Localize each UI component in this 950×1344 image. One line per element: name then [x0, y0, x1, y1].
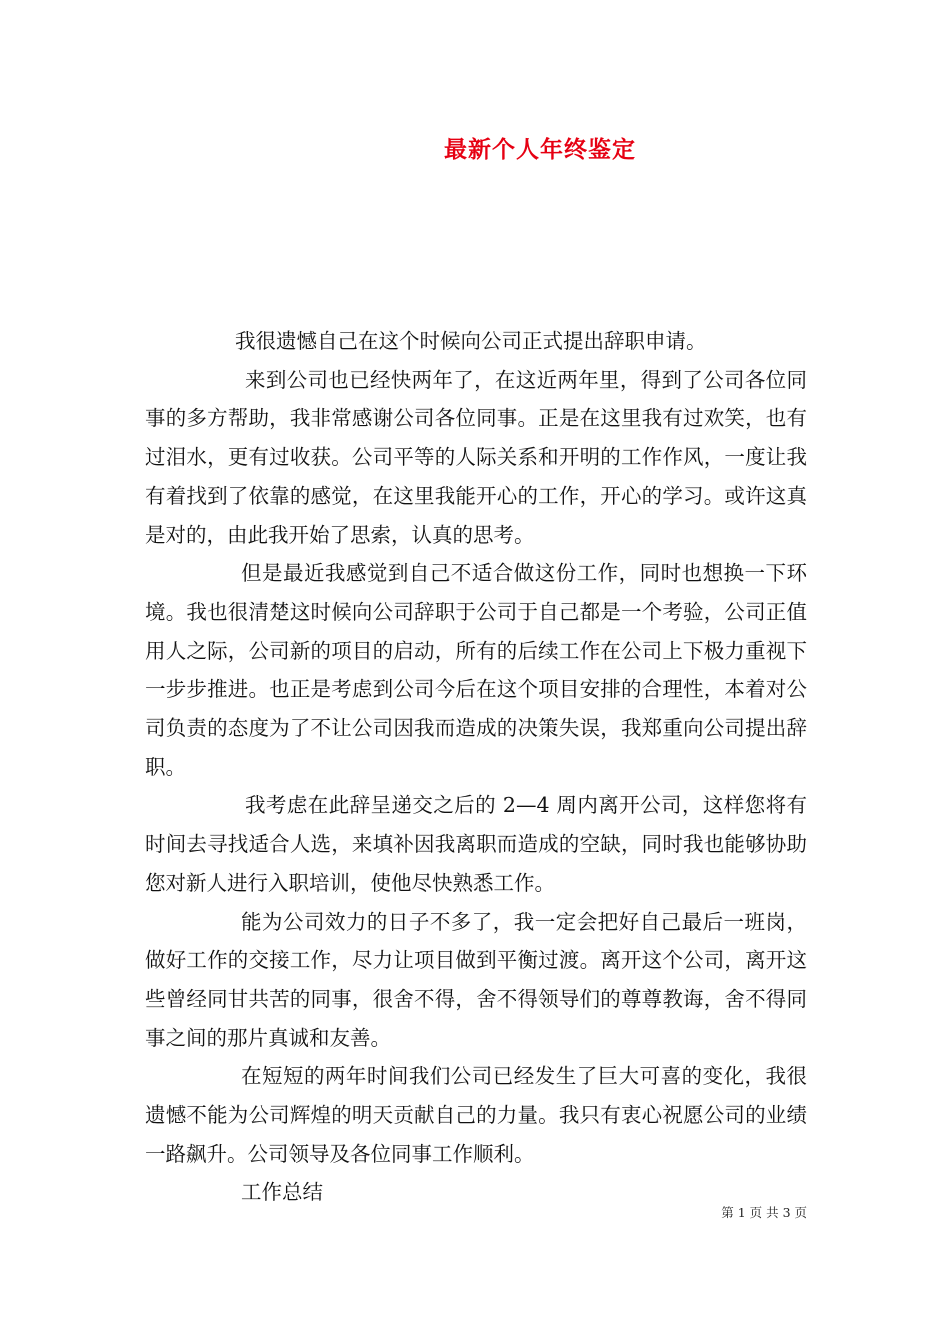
page-indicator: 第 1 页 共 3 页 — [721, 1205, 807, 1220]
paragraph-4: 我考虑在此辞呈递交之后的 2—4 周内离开公司，这样您将有时间去寻找适合人选，来填补因我离职而造成的空缺，同时我也能够协助您对新人进行入职培训，使他尽快熟悉工作。 — [145, 793, 807, 895]
paragraph-1: 我很遗憾自己在这个时候向公司正式提出辞职申请。 — [235, 329, 707, 353]
paragraph-5: 能为公司效力的日子不多了，我一定会把好自己最后一班岗，做好工作的交接工作，尽力让项目做到平衡过渡。离开这个公司，离开这些曾经同甘共苦的同事，很舍不得，舍不得领导们的尊尊教诲，舍不得同事之间的那片真诚和友善。 — [145, 909, 807, 1050]
document-body — [145, 322, 807, 1212]
paragraph-closing: 工作总结 — [241, 1180, 323, 1205]
paragraph-2: 来到公司也已经快两年了，在这近两年里，得到了公司各位同事的多方帮助，我非常感谢公司各位同事。正是在这里我有过欢笑，也有过泪水，更有过收获。公司平等的人际关系和开明的工作作风，一度让我有着找到了依靠的感觉，在这里我能开心的工作，开心的学习。或许这真是对的，由此我开始了思索，认真的思考。 — [145, 367, 807, 547]
paragraph-6: 在短短的两年时间我们公司已经发生了巨大可喜的变化，我很遗憾不能为公司辉煌的明天贡献自己的力量。我只有衷心祝愿公司的业绩一路飙升。公司领导及各位同事工作顺利。 — [145, 1064, 807, 1166]
document-title: 最新个人年终鉴定 — [444, 136, 636, 163]
paragraph-3: 但是最近我感觉到自己不适合做这份工作，同时也想换一下环境。我也很清楚这时候向公司辞职于公司于自己都是一个考验，公司正值用人之际，公司新的项目的启动，所有的后续工作在公司上下极力重视下一步步推进。也正是考虑到公司今后在这个项目安排的合理性，本着对公司负责的态度为了不让公司因我而造成的决策失误，我郑重向公司提出辞职。 — [145, 561, 807, 779]
